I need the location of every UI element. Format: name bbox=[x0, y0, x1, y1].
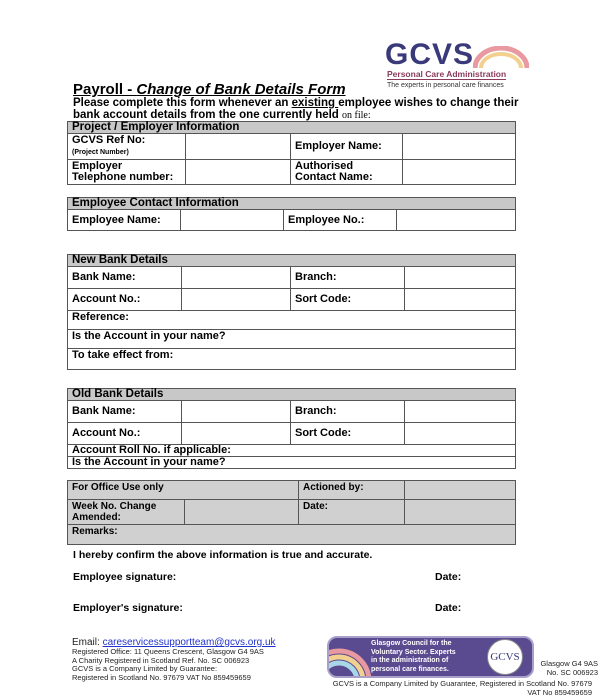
new-branch-input[interactable] bbox=[405, 267, 516, 289]
section-header: Employee Contact Information bbox=[68, 198, 516, 210]
section-header: Old Bank Details bbox=[68, 389, 516, 401]
telephone-label: Employer Telephone number: bbox=[68, 160, 186, 185]
telephone-input[interactable] bbox=[186, 160, 291, 185]
footer-registration: GCVS is a Company Limited by Guarantee, Registered in Scotland No. 97679 VAT No 859459659 bbox=[332, 679, 592, 697]
new-sort-label: Sort Code: bbox=[291, 289, 405, 311]
gcvs-logo bbox=[385, 38, 535, 92]
old-branch-label: Branch: bbox=[291, 401, 405, 423]
office-use-label: For Office Use only bbox=[68, 481, 299, 500]
actioned-by-label: Actioned by: bbox=[299, 481, 405, 500]
old-branch-input[interactable] bbox=[405, 401, 516, 423]
gcvs-badge: Glasgow Council for the Voluntary Sector. Experts in the administration of personal care finances. GCVS bbox=[327, 636, 534, 678]
new-account-input[interactable] bbox=[182, 289, 291, 311]
old-account-input[interactable] bbox=[182, 423, 291, 445]
office-date-input[interactable] bbox=[405, 500, 516, 525]
footer-contact: Email: careservicessupportteam@gcvs.org.uk Registered Office: 11 Queens Crescent, Glasgow G4 9AS A Charity Registered in Scotland Ref. No. SC 006923 GCVS is a Company Limited by Guarantee: Registered in Scotland No. 97679 VAT No 859459659 bbox=[72, 637, 276, 682]
office-date-label: Date: bbox=[299, 500, 405, 525]
old-bank-name-label: Bank Name: bbox=[68, 401, 182, 423]
new-branch-label: Branch: bbox=[291, 267, 405, 289]
office-use-table bbox=[67, 480, 516, 545]
section-header: New Bank Details bbox=[68, 255, 516, 267]
employer-date-label[interactable]: Date: bbox=[435, 602, 462, 614]
week-no-label: Week No. Change Amended: bbox=[68, 500, 185, 525]
employer-name-label: Employer Name: bbox=[291, 134, 403, 160]
project-employer-table bbox=[67, 121, 516, 185]
actioned-by-input[interactable] bbox=[405, 481, 516, 500]
logo-tagline: The experts in personal care finances bbox=[387, 82, 504, 89]
old-bank-table bbox=[67, 388, 516, 469]
new-bank-table bbox=[67, 254, 516, 370]
remarks-field[interactable]: Remarks: bbox=[68, 525, 516, 545]
section-header: Project / Employer Information bbox=[68, 122, 516, 134]
footer-registration-top: Glasgow G4 9AS No. SC 006923 bbox=[540, 659, 598, 677]
rainbow-icon bbox=[473, 46, 529, 68]
employee-signature-label[interactable]: Employee signature: bbox=[73, 571, 177, 583]
new-account-label: Account No.: bbox=[68, 289, 182, 311]
intro-text: Please complete this form whenever an existing employee wishes to change their bank account details from the one currently held on file: bbox=[73, 97, 519, 121]
employee-date-label[interactable]: Date: bbox=[435, 571, 462, 583]
contact-name-input[interactable] bbox=[403, 160, 516, 185]
old-bank-name-input[interactable] bbox=[182, 401, 291, 423]
effect-date-field[interactable]: To take effect from: bbox=[68, 349, 516, 370]
roll-no-field[interactable]: Account Roll No. if applicable: bbox=[68, 445, 516, 457]
logo-name: GCVS bbox=[385, 38, 475, 71]
employee-name-label: Employee Name: bbox=[68, 210, 181, 231]
employee-no-label: Employee No.: bbox=[284, 210, 397, 231]
employee-contact-table bbox=[67, 197, 516, 231]
page-title: Payroll - Change of Bank Details Form bbox=[73, 81, 346, 98]
old-sort-label: Sort Code: bbox=[291, 423, 405, 445]
old-own-account-field[interactable]: Is the Account in your name? bbox=[68, 457, 516, 469]
old-account-label: Account No.: bbox=[68, 423, 182, 445]
gcvs-seal: GCVS bbox=[487, 639, 523, 675]
old-sort-input[interactable] bbox=[405, 423, 516, 445]
employer-signature-label[interactable]: Employer's signature: bbox=[73, 602, 183, 614]
confirmation-text: I hereby confirm the above information is true and accurate. bbox=[73, 549, 373, 561]
reference-field[interactable]: Reference: bbox=[68, 311, 516, 330]
week-no-input[interactable] bbox=[185, 500, 299, 525]
ref-input[interactable] bbox=[186, 134, 291, 160]
logo-subtitle: Personal Care Administration bbox=[387, 69, 507, 79]
new-bank-name-input[interactable] bbox=[182, 267, 291, 289]
ref-label: GCVS Ref No: (Project Number) bbox=[68, 134, 186, 160]
employee-no-input[interactable] bbox=[397, 210, 516, 231]
email-link[interactable]: careservicessupportteam@gcvs.org.uk bbox=[102, 637, 276, 648]
contact-name-label: Authorised Contact Name: bbox=[291, 160, 403, 185]
new-own-account-field[interactable]: Is the Account in your name? bbox=[68, 330, 516, 349]
employer-name-input[interactable] bbox=[403, 134, 516, 160]
employee-name-input[interactable] bbox=[181, 210, 284, 231]
new-bank-name-label: Bank Name: bbox=[68, 267, 182, 289]
new-sort-input[interactable] bbox=[405, 289, 516, 311]
